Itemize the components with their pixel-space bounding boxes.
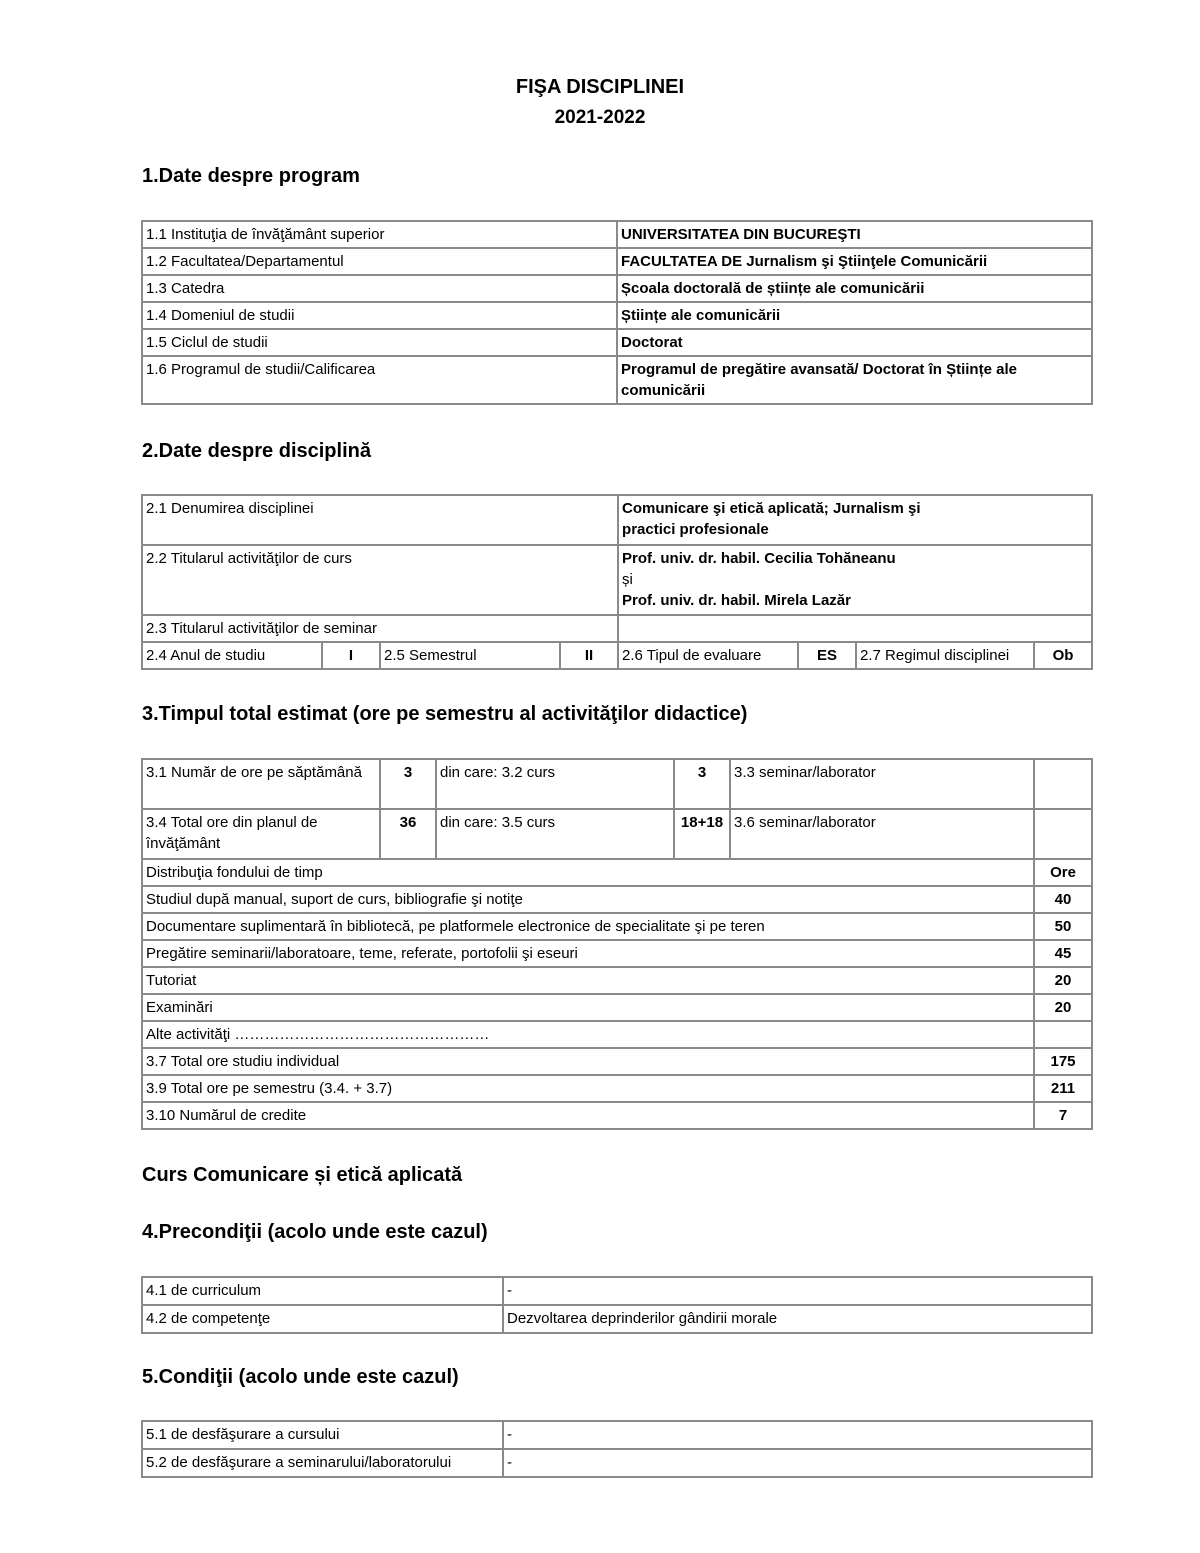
study-year-label: 2.4 Anul de studiu xyxy=(142,642,322,669)
total-seminar-label: 3.6 seminar/laborator xyxy=(730,809,1034,859)
table-row xyxy=(142,859,1092,886)
table-row xyxy=(142,221,1092,248)
time-distribution-value: 211 xyxy=(1034,1075,1092,1102)
time-distribution-label: Studiul după manual, suport de curs, bibliografie şi notiţe xyxy=(142,886,1034,913)
table-row xyxy=(142,940,1092,967)
total-course-value: 18+18 xyxy=(674,809,730,859)
table-row xyxy=(142,886,1092,913)
program-value: Școala doctorală de științe ale comunicării xyxy=(617,275,1092,302)
table-row xyxy=(142,759,1092,809)
course-holder-value xyxy=(618,545,1092,615)
section-3-heading: 3.Timpul total estimat (ore pe semestru al activităţilor didactice) xyxy=(142,703,748,725)
seminar-holder-value xyxy=(618,615,1092,642)
program-label: 1.3 Catedra xyxy=(142,275,617,302)
semester-value: II xyxy=(560,642,618,669)
precondition-value: Dezvoltarea deprinderilor gândirii morale xyxy=(503,1305,1092,1333)
table-row xyxy=(142,248,1092,275)
program-value: Programul de pregătire avansată/ Doctorat în Științe ale comunicării xyxy=(617,356,1092,404)
time-distribution-value xyxy=(1034,1021,1092,1048)
discipline-name-line: Comunicare şi etică aplicată; Jurnalism şi xyxy=(622,500,921,517)
program-value: Doctorat xyxy=(617,329,1092,356)
weekly-hours-label: 3.1 Număr de ore pe săptămână xyxy=(142,759,380,809)
time-distribution-value: 20 xyxy=(1034,967,1092,994)
weekly-course-value: 3 xyxy=(674,759,730,809)
discipline-name-label: 2.1 Denumirea disciplinei xyxy=(142,495,618,545)
section-1-heading: 1.Date despre program xyxy=(142,165,360,187)
table-row xyxy=(142,913,1092,940)
table-row xyxy=(142,1305,1092,1333)
discipline-regime-value: Ob xyxy=(1034,642,1092,669)
total-hours-label: 3.4 Total ore din planul de învăţământ xyxy=(142,809,380,859)
total-course-label: din care: 3.5 curs xyxy=(436,809,674,859)
table-row xyxy=(142,1449,1092,1477)
program-label: 1.5 Ciclul de studii xyxy=(142,329,617,356)
table-row xyxy=(142,1421,1092,1449)
conditions-table xyxy=(141,1420,1093,1478)
section-5-heading: 5.Condiţii (acolo unde este cazul) xyxy=(142,1366,459,1388)
precondition-label: 4.2 de competenţe xyxy=(142,1305,503,1333)
table-row xyxy=(142,329,1092,356)
table-row xyxy=(142,302,1092,329)
condition-label: 5.1 de desfăşurare a cursului xyxy=(142,1421,503,1449)
total-hours-value: 36 xyxy=(380,809,436,859)
condition-value: - xyxy=(503,1449,1092,1477)
semester-label: 2.5 Semestrul xyxy=(380,642,560,669)
table-row xyxy=(142,1102,1092,1129)
discipline-name-line: practici profesionale xyxy=(622,521,769,538)
time-distribution-label: Distribuţia fondului de timp xyxy=(142,859,1034,886)
time-distribution-value: 45 xyxy=(1034,940,1092,967)
time-table xyxy=(141,758,1093,1130)
program-label: 1.6 Programul de studii/Calificarea xyxy=(142,356,617,404)
table-row xyxy=(142,615,1092,642)
weekly-seminar-label: 3.3 seminar/laborator xyxy=(730,759,1034,809)
table-row xyxy=(142,994,1092,1021)
section-2-heading: 2.Date despre disciplină xyxy=(142,440,371,462)
table-row xyxy=(142,1021,1092,1048)
time-distribution-value: 50 xyxy=(1034,913,1092,940)
time-distribution-label: 3.7 Total ore studiu individual xyxy=(142,1048,1034,1075)
time-distribution-value: 175 xyxy=(1034,1048,1092,1075)
course-holder-line: și xyxy=(622,571,633,588)
time-distribution-label: 3.10 Numărul de credite xyxy=(142,1102,1034,1129)
time-distribution-label: Tutoriat xyxy=(142,967,1034,994)
document-title: FIŞA DISCIPLINEI xyxy=(515,76,685,98)
program-value: UNIVERSITATEA DIN BUCUREŞTI xyxy=(617,221,1092,248)
section-4-heading: 4.Precondiţii (acolo unde este cazul) xyxy=(142,1221,488,1243)
weekly-hours-value: 3 xyxy=(380,759,436,809)
seminar-holder-label: 2.3 Titularul activităţilor de seminar xyxy=(142,615,618,642)
weekly-seminar-value xyxy=(1034,759,1092,809)
total-seminar-value xyxy=(1034,809,1092,859)
discipline-table xyxy=(141,494,1093,670)
program-label: 1.4 Domeniul de studii xyxy=(142,302,617,329)
table-row xyxy=(142,356,1092,404)
study-year-value: I xyxy=(322,642,380,669)
program-table xyxy=(141,220,1093,405)
precondition-label: 4.1 de curriculum xyxy=(142,1277,503,1305)
document-year: 2021-2022 xyxy=(554,107,646,128)
course-heading: Curs Comunicare și etică aplicată xyxy=(142,1164,463,1186)
course-holder-line: Prof. univ. dr. habil. Mirela Lazăr xyxy=(622,592,851,609)
preconditions-table xyxy=(141,1276,1093,1334)
program-value: Științe ale comunicării xyxy=(617,302,1092,329)
evaluation-type-label: 2.6 Tipul de evaluare xyxy=(618,642,798,669)
table-row xyxy=(142,545,1092,615)
time-distribution-label: Documentare suplimentară în bibliotecă, pe platformele electronice de specialitate şi pe teren xyxy=(142,913,1034,940)
table-row xyxy=(142,495,1092,545)
table-row xyxy=(142,809,1092,859)
table-row xyxy=(142,1075,1092,1102)
time-distribution-value: Ore xyxy=(1034,859,1092,886)
time-distribution-label: Pregătire seminarii/laboratoare, teme, referate, portofolii şi eseuri xyxy=(142,940,1034,967)
table-row xyxy=(142,1277,1092,1305)
condition-label: 5.2 de desfăşurare a seminarului/laboratorului xyxy=(142,1449,503,1477)
time-distribution-value: 7 xyxy=(1034,1102,1092,1129)
course-holder-label: 2.2 Titularul activităţilor de curs xyxy=(142,545,618,615)
table-row xyxy=(142,967,1092,994)
precondition-value: - xyxy=(503,1277,1092,1305)
program-label: 1.2 Facultatea/Departamentul xyxy=(142,248,617,275)
time-distribution-label: 3.9 Total ore pe semestru (3.4. + 3.7) xyxy=(142,1075,1034,1102)
program-label: 1.1 Instituţia de învăţământ superior xyxy=(142,221,617,248)
table-row xyxy=(142,1048,1092,1075)
discipline-regime-label: 2.7 Regimul disciplinei xyxy=(856,642,1034,669)
program-value: FACULTATEA DE Jurnalism şi Ştiinţele Comunicării xyxy=(617,248,1092,275)
time-distribution-value: 40 xyxy=(1034,886,1092,913)
evaluation-type-value: ES xyxy=(798,642,856,669)
time-distribution-label: Alte activităţi …………………………………………… xyxy=(142,1021,1034,1048)
course-holder-line: Prof. univ. dr. habil. Cecilia Tohăneanu xyxy=(622,550,896,567)
time-distribution-label: Examinări xyxy=(142,994,1034,1021)
discipline-name-value xyxy=(618,495,1092,545)
weekly-course-label: din care: 3.2 curs xyxy=(436,759,674,809)
table-row xyxy=(142,275,1092,302)
condition-value: - xyxy=(503,1421,1092,1449)
time-distribution-value: 20 xyxy=(1034,994,1092,1021)
table-row xyxy=(142,642,1092,669)
